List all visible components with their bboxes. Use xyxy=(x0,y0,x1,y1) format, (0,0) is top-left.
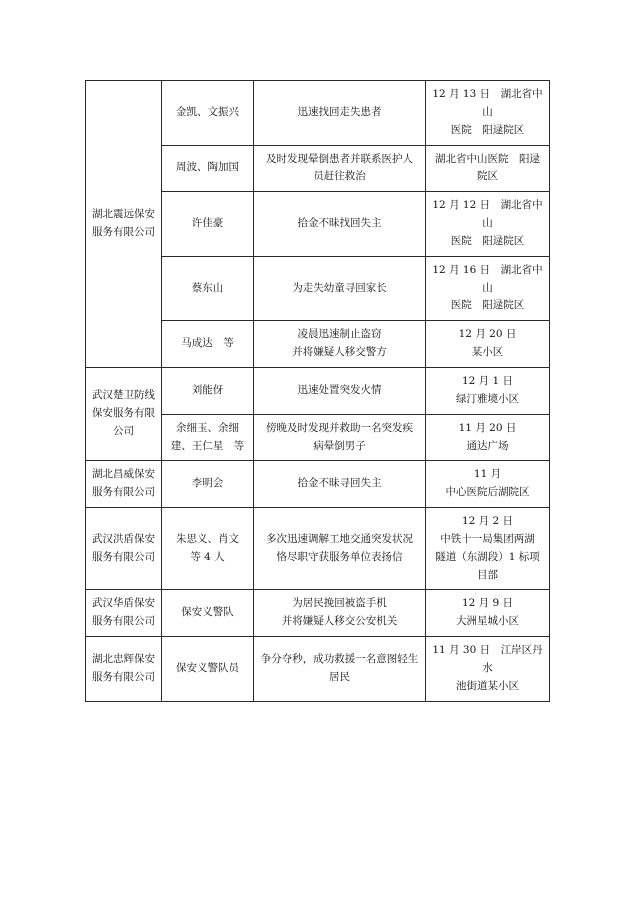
person-line: 周波、陶加国 xyxy=(176,161,239,174)
deed-cell xyxy=(254,367,426,414)
place-line: 医院 阳逯院区 xyxy=(450,234,525,247)
place-line: 院区 xyxy=(477,170,498,183)
place-line: 12 月 12 日 湖北省中山 xyxy=(432,199,543,230)
place-cell xyxy=(426,508,550,590)
place-line: 11 月 xyxy=(473,468,502,481)
place-line: 绿汀雅境小区 xyxy=(456,392,519,405)
deed-line: 凌晨迅速制止盗窃 xyxy=(297,328,382,341)
place-line: 中心医院后湖院区 xyxy=(445,486,530,499)
deed-line: 为走失幼童寻回家长 xyxy=(292,281,387,294)
deed-line: 及时发现晕倒患者并联系医护人 xyxy=(266,152,413,165)
place-line: 12 月 20 日 xyxy=(458,328,517,341)
table-row xyxy=(86,367,550,414)
table-row xyxy=(86,637,550,702)
person-cell xyxy=(162,321,254,368)
deed-line: 迅速找回走失患者 xyxy=(297,105,382,118)
place-line: 大洲星城小区 xyxy=(456,615,519,628)
place-cell xyxy=(426,461,550,508)
place-cell xyxy=(426,145,550,192)
person-line: 等 4 人 xyxy=(190,550,225,563)
place-cell xyxy=(426,367,550,414)
deed-line: 为居民挽回被盗手机 xyxy=(292,597,387,610)
company-cell xyxy=(86,461,162,508)
deed-cell xyxy=(254,414,426,461)
company-line: 湖北昌威保安 xyxy=(92,468,155,481)
person-line: 蔡东山 xyxy=(191,281,224,294)
place-line: 隧道（东湖段）1 标项 xyxy=(435,550,540,563)
place-cell xyxy=(426,256,550,321)
person-cell xyxy=(162,461,254,508)
company-cell xyxy=(86,590,162,637)
deed-cell xyxy=(254,321,426,368)
deed-cell xyxy=(254,145,426,192)
person-cell xyxy=(162,256,254,321)
place-cell xyxy=(426,414,550,461)
person-line: 保安义警队 xyxy=(181,606,234,619)
company-line: 湖北忠辉保安 xyxy=(92,653,155,666)
security-companies-deeds-table xyxy=(85,80,550,702)
place-line: 12 月 2 日 xyxy=(461,515,514,528)
place-line: 中铁十一局集团两湖 xyxy=(440,532,535,545)
company-cell xyxy=(86,367,162,460)
deed-line: 并将嫌疑人移交警方 xyxy=(292,346,387,359)
company-line: 服务有限公司 xyxy=(92,670,155,683)
company-line: 服务有限公司 xyxy=(92,550,155,563)
place-cell xyxy=(426,637,550,702)
table-row xyxy=(86,461,550,508)
company-cell xyxy=(86,637,162,702)
person-cell xyxy=(162,508,254,590)
place-line: 某小区 xyxy=(471,346,504,359)
place-line: 12 月 1 日 xyxy=(461,374,514,387)
table-row xyxy=(86,81,550,146)
deed-line: 病晕倒男子 xyxy=(313,439,366,452)
company-line: 服务有限公司 xyxy=(92,486,155,499)
company-line: 服务有限公司 xyxy=(92,225,155,238)
person-line: 金凯、文振兴 xyxy=(176,105,239,118)
place-line: 医院 阳逯院区 xyxy=(450,299,525,312)
place-line: 12 月 16 日 湖北省中山 xyxy=(432,263,543,294)
company-line: 湖北震远保安 xyxy=(92,208,155,221)
company-line: 武汉华盾保安 xyxy=(92,597,155,610)
place-line: 12 月 13 日 湖北省中山 xyxy=(432,88,543,118)
deed-line: 恪尽职守获服务单位表扬信 xyxy=(276,550,403,563)
deed-cell xyxy=(254,590,426,637)
person-line: 马成达 等 xyxy=(181,337,234,350)
table-row xyxy=(86,508,550,590)
place-cell xyxy=(426,192,550,257)
place-line: 12 月 9 日 xyxy=(461,597,514,610)
deed-cell xyxy=(254,637,426,702)
place-line: 医院 阳逯院区 xyxy=(450,123,525,136)
place-line: 湖北省中山医院 阳逯 xyxy=(435,152,540,165)
place-line: 目部 xyxy=(477,568,498,581)
place-cell xyxy=(426,81,550,146)
place-line: 池街道某小区 xyxy=(456,679,519,692)
company-line: 武汉楚卫防线 xyxy=(92,389,155,402)
deed-cell xyxy=(254,461,426,508)
deed-cell xyxy=(254,256,426,321)
deed-line: 并将嫌疑人移交公安机关 xyxy=(281,615,398,628)
deed-cell xyxy=(254,192,426,257)
deed-line: 员赶往救治 xyxy=(313,170,366,183)
deed-line: 傍晚及时发现并救助一名突发疾 xyxy=(266,421,413,434)
company-line: 公司 xyxy=(113,425,134,438)
company-line: 保安服务有限 xyxy=(92,407,155,420)
person-line: 建、王仁星 等 xyxy=(170,439,245,452)
company-cell xyxy=(86,508,162,590)
place-cell xyxy=(426,321,550,368)
person-cell xyxy=(162,81,254,146)
place-line: 通达广场 xyxy=(466,439,509,452)
person-cell xyxy=(162,192,254,257)
person-line: 余细玉、余细 xyxy=(176,421,239,434)
person-cell xyxy=(162,367,254,414)
deed-line: 迅速处置突发火情 xyxy=(297,383,382,396)
person-line: 刘能伢 xyxy=(191,383,224,396)
deed-cell xyxy=(254,81,426,146)
person-cell xyxy=(162,414,254,461)
deed-line: 拾金不昧找回失主 xyxy=(297,217,382,230)
person-line: 朱思义、肖文 xyxy=(176,532,239,545)
deed-cell xyxy=(254,508,426,590)
person-cell xyxy=(162,637,254,702)
person-line: 保安义警队员 xyxy=(176,661,239,674)
table-row xyxy=(86,590,550,637)
company-line: 服务有限公司 xyxy=(92,615,155,628)
place-line: 11 月 20 日 xyxy=(458,421,517,434)
person-cell xyxy=(162,590,254,637)
place-cell xyxy=(426,590,550,637)
deed-line: 居民 xyxy=(329,670,350,683)
place-line: 11 月 30 日 江岸区丹水 xyxy=(432,644,543,674)
person-cell xyxy=(162,145,254,192)
deed-line: 多次迅速调解工地交通突发状况 xyxy=(266,532,413,545)
deed-line: 争分夺秒，成功救援一名意图轻生 xyxy=(260,653,419,666)
table-body xyxy=(86,81,550,702)
deed-line: 拾金不昧寻回失主 xyxy=(297,477,382,490)
person-line: 李明会 xyxy=(191,477,224,490)
company-line: 武汉洪盾保安 xyxy=(92,532,155,545)
person-line: 许佳豪 xyxy=(191,217,224,230)
company-cell xyxy=(86,81,162,368)
